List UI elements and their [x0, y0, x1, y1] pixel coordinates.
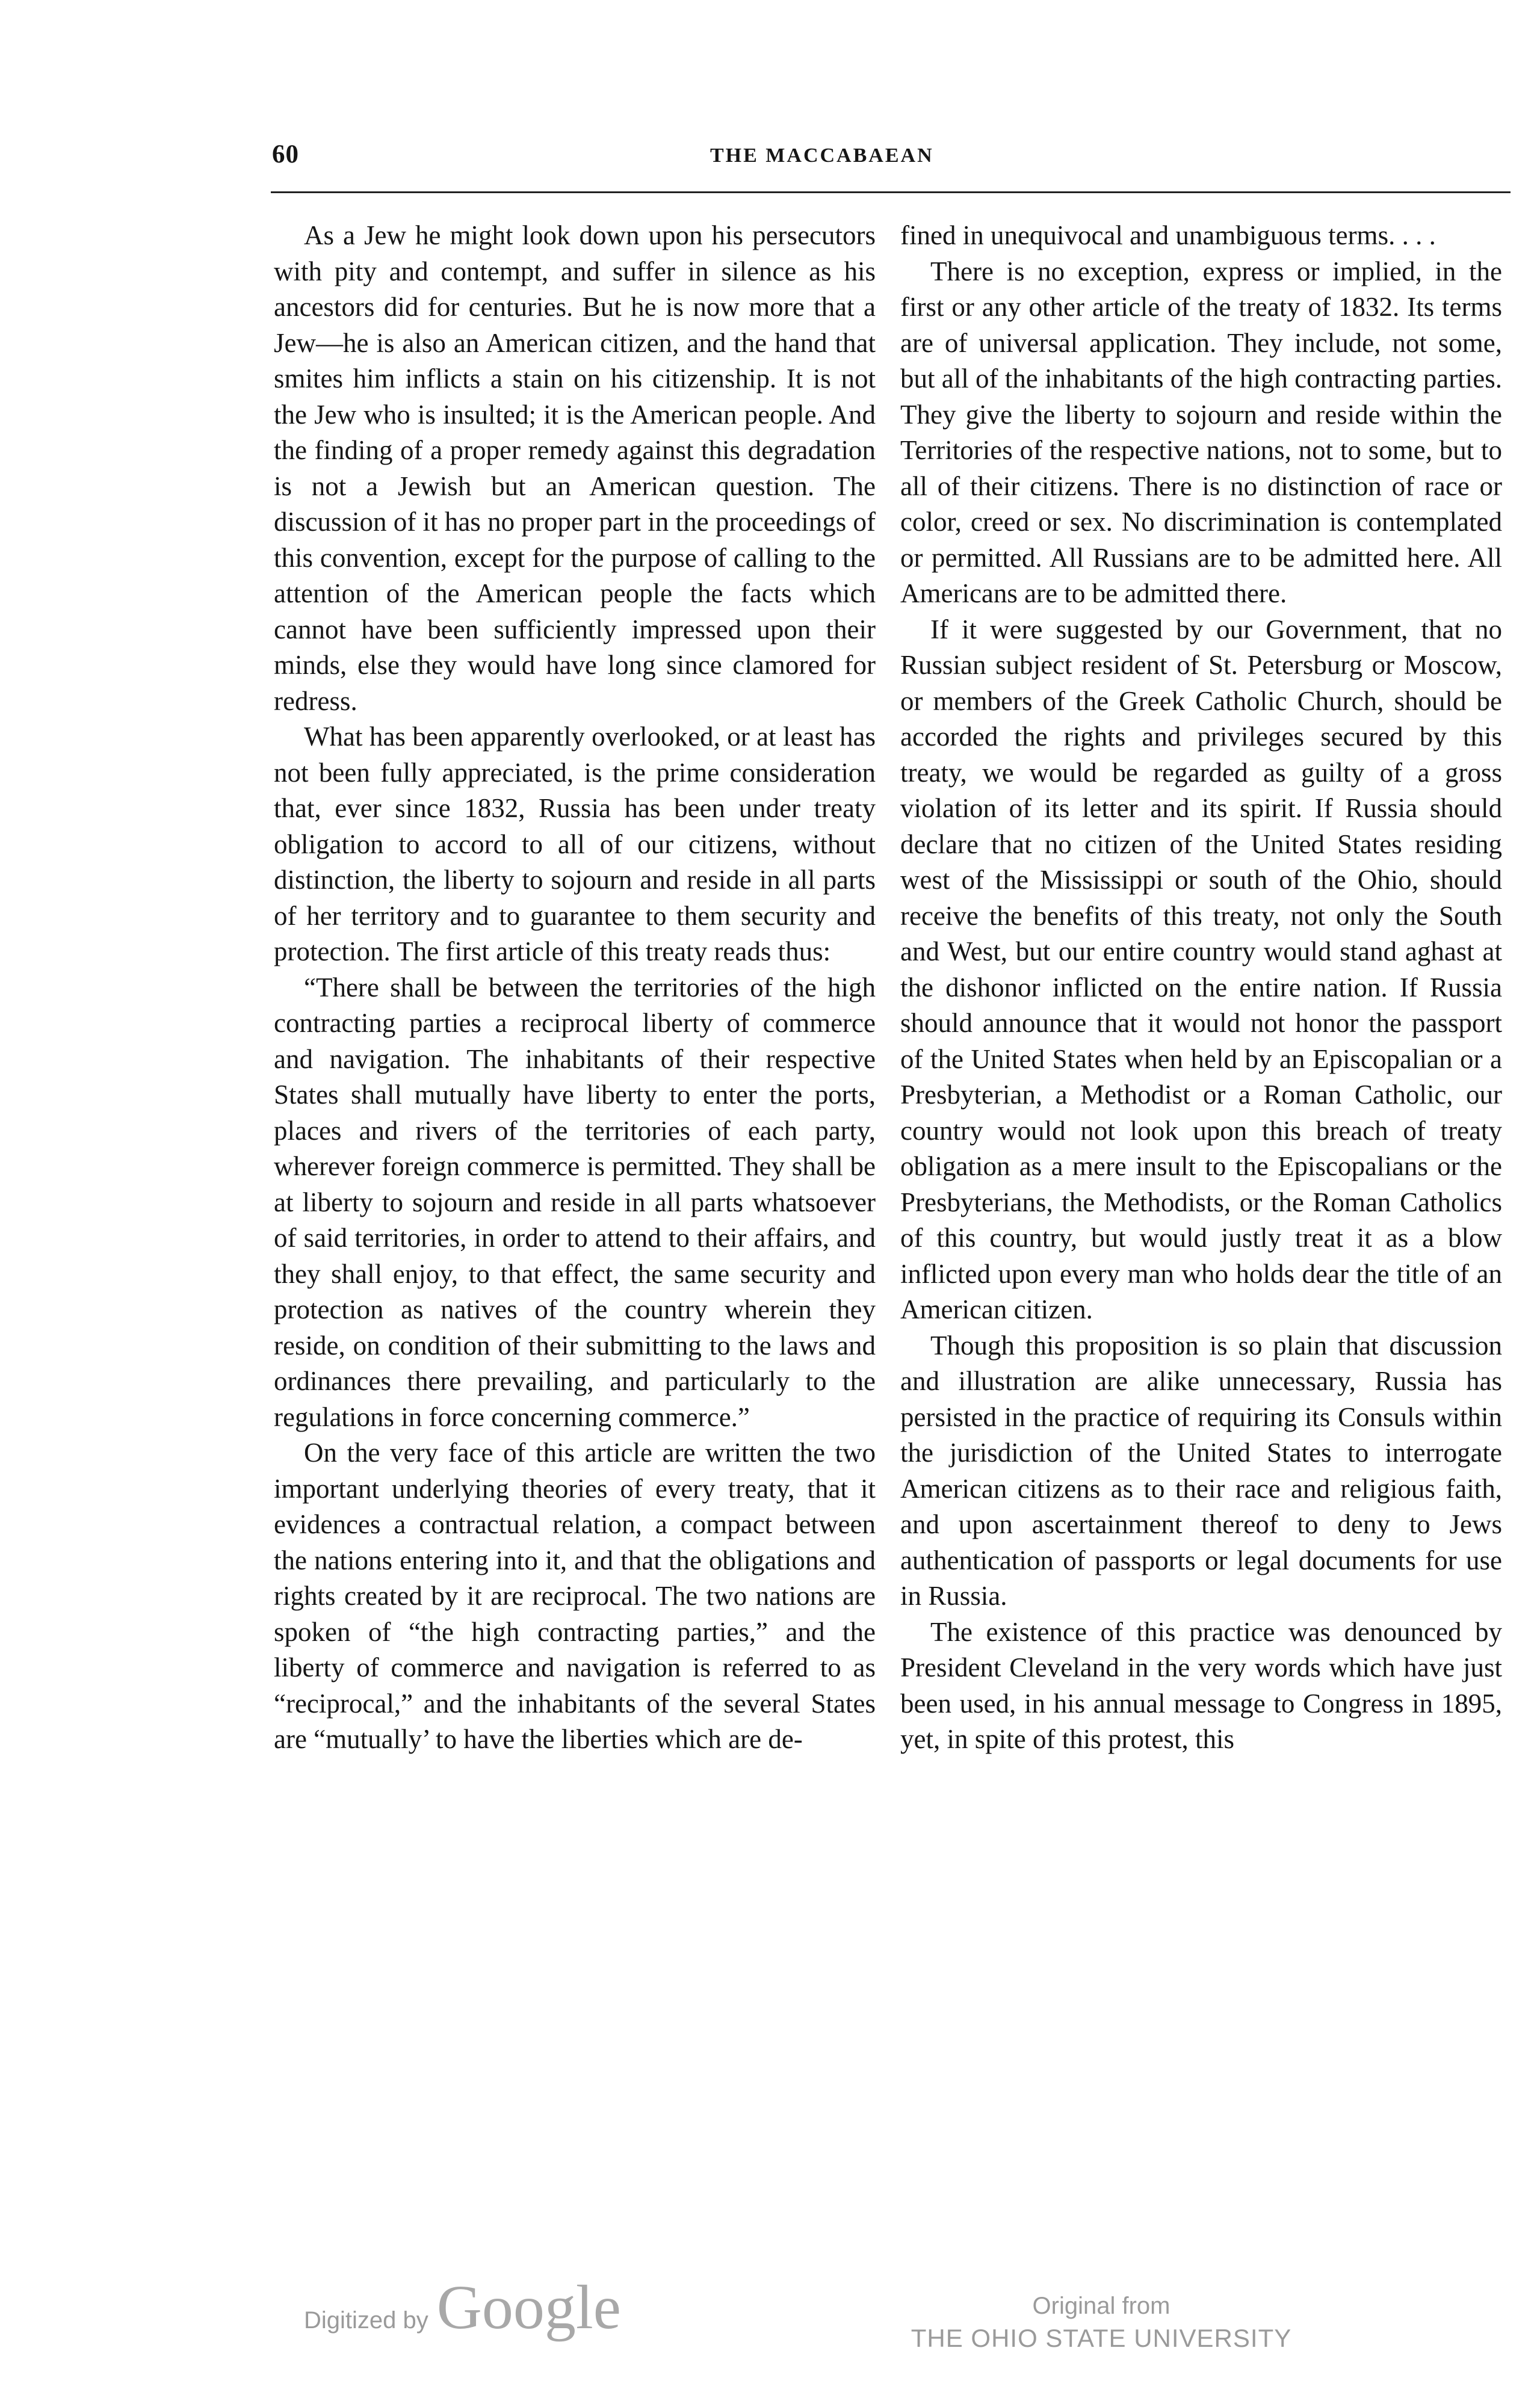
left-column: [274, 218, 876, 1758]
paragraph: If it were suggested by our Government, that no Russian subject resident of St. Petersburg or Moscow, or members of the Greek Catholic Church, should be accorded the rights and privileges secured by this treaty, we would be regarded as guilty of a gross violation of its letter and its spirit. If Russia should declare that no citizen of the United States residing west of the Mississippi or south of the Ohio, should receive the benefits of this treaty, not only the South and West, but our entire country would stand aghast at the dishonor inflicted on the entire nation. If Russia should announce that it would not honor the passport of the United States when held by an Episcopalian or a Presbyterian, a Methodist or a Roman Catholic, our country would not look upon this breach of treaty obligation as a mere insult to the Episcopalians or the Presbyterians, the Methodists, or the Roman Catholics of this country, but would justly treat it as a blow inflicted upon every man who holds dear the title of an American citizen.: [900, 614, 1502, 1324]
university-name: THE OHIO STATE UNIVERSITY: [911, 2324, 1292, 2352]
running-head: THE MACCABAEAN: [710, 144, 934, 167]
paragraph: On the very face of this article are written the two important underlying theories of every treaty, that it evidences a contractual relation, a compact between the nations entering into it, and that the obligations and rights created by it are reciprocal. The two nations are spoken of “the high contracting parties,” and the liberty of commerce and navigation is referred to as “reciprocal,” and the inhabitants of the several States are “mutually’ to have the liberties which are de-: [274, 1438, 876, 1754]
paragraph: What has been apparently overlooked, or at least has not been fully appreciated, is the prime consideration that, ever since 1832, Russia has been under treaty obligation to accord to all of our citizens, without distinction, the liberty to sojourn and reside in all parts of her territory and to guarantee to them security and protection. The first article of this treaty reads thus:: [274, 721, 876, 966]
header-rule: [271, 191, 1511, 193]
digitized-by-watermark: [304, 2272, 621, 2343]
paragraph: fined in unequivocal and unambiguous terms. . . .: [900, 220, 1436, 250]
right-column: [900, 218, 1502, 1758]
paragraph: The existence of this practice was denounced by President Cleveland in the very words which have just been used, in his annual message to Congress in 1895, yet, in spite of this protest, this: [900, 1616, 1502, 1754]
original-from-watermark: [891, 2290, 1312, 2355]
original-from-label: Original from: [1032, 2293, 1170, 2319]
paragraph: As a Jew he might look down upon his persecutors with pity and contempt, and suffer in silence as his ancestors did for centuries. But he is now more that a Jew—he is also an American citizen, and the hand that smites him inflicts a stain on his citizenship. It is not the Jew who is insulted; it is the American people. And the finding of a proper remedy against this degradation is not a Jewish but an American question. The discussion of it has no proper part in the proceedings of this convention, except for the purpose of calling to the attention of the American people the facts which cannot have been sufficiently impressed upon their minds, else they would have long since clamored for redress.: [274, 220, 876, 716]
page-number: 60: [272, 140, 299, 168]
paragraph: “There shall be between the territories of the high contracting parties a reciprocal liberty of commerce and navigation. The inhabitants of their respective States shall mutually have liberty to enter the ports, places and rivers of the territories of each party, wherever foreign commerce is permitted. They shall be at liberty to sojourn and reside in all parts whatsoever of said territories, in order to attend to their affairs, and they shall enjoy, to that effect, the same security and protection as natives of the country wherein they reside, on condition of their submitting to the laws and ordinances there prevailing, and particularly to the regulations in force concerning commerce.”: [274, 972, 876, 1432]
google-logo: Google: [436, 2273, 621, 2342]
paragraph: There is no exception, express or implied, in the first or any other article of the treaty of 1832. Its terms are of universal application. They include, not some, but all of the inhabitants of the high contracting parties. They give the liberty to sojourn and reside within the Territories of the respective nations, not to some, but to all of their citizens. There is no distinction of race or color, creed or sex. No discrimination is contemplated or permitted. All Russians are to be admitted here. All Americans are to be admitted there.: [900, 256, 1502, 608]
digitized-by-label: Digitized by: [304, 2307, 428, 2334]
paragraph: Though this proposition is so plain that discussion and illustration are alike unnecessary, Russia has persisted in the practice of requiring its Consuls within the jurisdiction of the United States to interrogate American citizens as to their race and religious faith, and upon ascertainment thereof to deny to Jews authentication of passports or legal documents for use in Russia.: [900, 1330, 1502, 1611]
